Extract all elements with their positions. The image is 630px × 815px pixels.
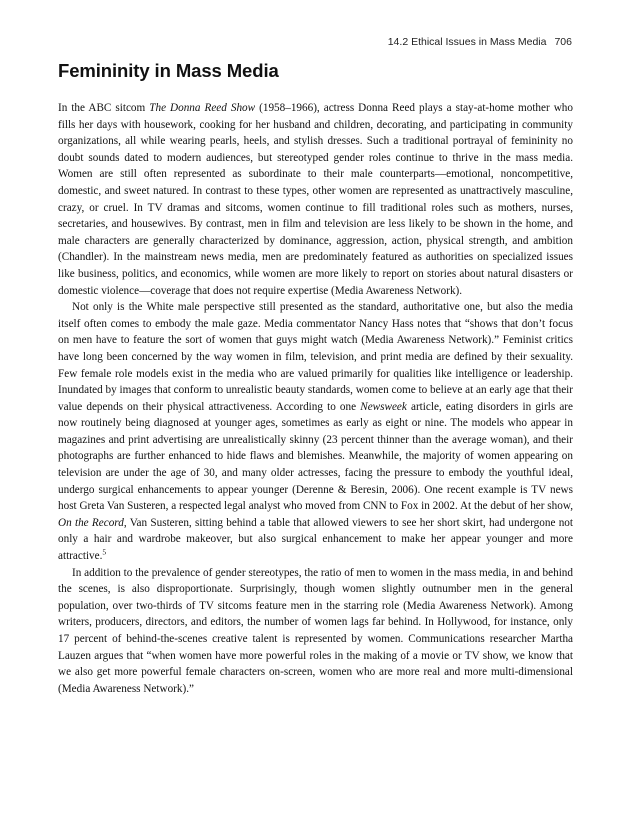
show-name-italic: On the Record <box>58 516 124 529</box>
footnote-marker[interactable]: 5 <box>102 547 107 557</box>
body-text <box>58 100 573 697</box>
show-title-italic: The Donna Reed Show <box>149 102 256 114</box>
paragraph-3: In addition to the prevalence of gender stereotypes, the ratio of men to women in the mass media, in and behind the scenes, is also disproportionate. Surprisingly, though women slightly outnumber men in the general population, over two-thirds of TV sitcoms feature men in the starring role (Media Awareness Network). Among writers, producers, directors, and editors, the number of women lags far behind. In Hollywood, for instance, only 17 percent of behind-the-scenes creative talent is represented by women. Communications researcher Martha Lauzen argues that “when women have more powerful roles in the making of a movie or TV show, we know that we also get more powerful female characters on-screen, women who are more real and more multi-dimensional (Media Awareness Network).” <box>58 566 573 695</box>
paragraph-1-text-c: (1958–1966), actress Donna Reed plays a stay-at-home mother who fills her days with housework, cooking for her husband and children, decorating, and participating in community organizations, all while wearing pearls, heels, and stylish dresses. Such a traditional portrayal of femininity no doubt sounds dated to modern audiences, but stereotyped gender roles continue to thrive in the mass media. Women are still often represented as subordinate to their male counterparts—emotional, noncompetitive, domestic, and sweet natured. In contrast to these types, other women are represented as unattractively masculine, crazy, or cruel. In TV dramas and sitcoms, women continue to fill traditional roles such as mothers, nurses, secretaries, and housewives. By contrast, men in film and television are less likely to be shown in the home, and male characters are generally characterized by dominance, aggression, action, physical strength, and ambition (Chandler). In the mainstream news media, men are predominately featured as authorities on specialized issues like business, politics, and economics, while women are more likely to report on stories about natural disasters or domestic violence—coverage that does not require expertise (Media Awareness Network). <box>58 102 573 297</box>
page-number: 706 <box>554 36 572 48</box>
paragraph-2-text-c: article, eating disorders in girls are now routinely being diagnosed at younger ages, sometimes as early as eight or nine. The models who appear in magazines and print advertising are unrealistically skinny (23 percent thinner than the average woman), and their photographs are further enhanced to hide flaws and blemishes. Meanwhile, the majority of women appearing on television are under the age of 30, and many older actresses, facing the pressure to embody the youthful ideal, undergo surgical enhancements to appear younger (Derenne & Beresin, 2006). One recent example is TV news host Greta Van Susteren, a respected legal analyst who moved from CNN to Fox in 2002. At the debut of her show, <box>58 400 574 513</box>
paragraph-1 <box>58 100 573 299</box>
paragraph-2 <box>58 299 573 565</box>
magazine-title-italic: Newsweek <box>360 400 407 413</box>
paragraph-2-text-a: Not only is the White male perspective still presented as the standard, authoritative one, but also the media itself often comes to embody the male gaze. Media commentator Nancy Hass notes that “shows that don’t focus on men have to feature the sort of women that guys might watch (Media Awareness Network).” Feminist critics have long been concerned by the way women in film, television, and print media are defined by their sexuality. Few female role models exist in the media who are valued primarily for qualities like intelligence or leadership. Inundated by images that conform to unrealistic beauty standards, women come to believe at an early age that their value depends on their physical attractiveness. According to one <box>58 301 573 413</box>
paragraph-2-text-e: , Van Susteren, sitting behind a table that allowed viewers to see her short skirt, had undergone not only a hair and wardrobe makeover, but also surgical enhancement to make her appear younger and more attractive. <box>58 516 574 563</box>
running-title: 14.2 Ethical Issues in Mass Media <box>387 36 547 48</box>
paragraph-1-text-a: In the ABC sitcom <box>58 102 150 114</box>
section-title: Femininity in Mass Media <box>58 60 279 81</box>
running-header <box>388 36 572 48</box>
